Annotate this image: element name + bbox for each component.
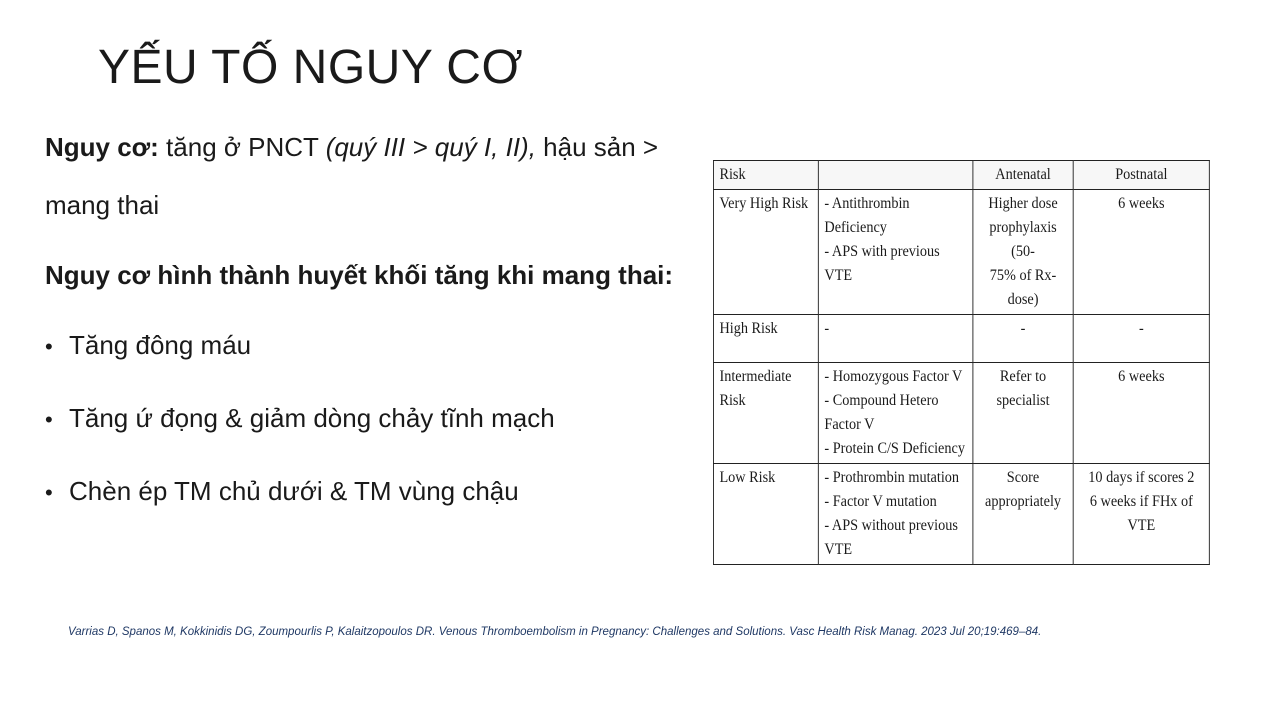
risk-table — [713, 160, 1210, 565]
risk-label: Nguy cơ: — [45, 132, 159, 162]
risk-text-2: hậu sản > mang thai — [45, 132, 659, 220]
bullet-list — [45, 316, 675, 522]
bullet-dot-icon: • — [45, 480, 53, 505]
cell-risk: Very High Risk — [713, 190, 818, 315]
table-row — [713, 190, 1209, 315]
slide-title: YẾU TỐ NGUY CƠ — [98, 41, 524, 94]
risk-text-1: tăng ở PNCT — [158, 132, 326, 162]
cell-risk: High Risk — [713, 315, 818, 363]
table-header-row — [713, 161, 1209, 190]
header-postnatal: Postnatal — [1073, 161, 1209, 190]
reference-citation: Varrias D, Spanos M, Kokkinidis DG, Zoumpourlis P, Kalaitzopoulos DR. Venous Thromboembolism in Pregnancy: Challenges and Solutions. Vasc Health Risk Manag. 2023 Jul 20;19:469–84. — [68, 626, 1042, 638]
bullet-item: • Chèn ép TM chủ dưới & TM vùng chậu — [45, 462, 675, 522]
cell-factors: - Homozygous Factor V - Compound Hetero Factor V - Protein C/S Deficiency — [818, 363, 972, 464]
header-antenatal: Antenatal — [973, 161, 1074, 190]
header-risk: Risk — [713, 161, 818, 190]
header-factors — [818, 161, 972, 190]
cell-postnatal: - — [1073, 315, 1209, 363]
cell-postnatal: 6 weeks — [1073, 190, 1209, 315]
left-content — [45, 118, 675, 535]
cell-antenatal: Refer to specialist — [973, 363, 1074, 464]
bullet-dot-icon: • — [45, 407, 53, 432]
cell-factors: - Prothrombin mutation - Factor V mutation - APS without previous VTE — [818, 464, 972, 565]
table-row — [713, 315, 1209, 363]
table-row — [713, 363, 1209, 464]
bullet-item: • Tăng ứ đọng & giảm dòng chảy tĩnh mạch — [45, 389, 675, 449]
cell-postnatal: 10 days if scores 2 6 weeks if FHx of VTE — [1073, 464, 1209, 565]
cell-risk: Low Risk — [713, 464, 818, 565]
cell-factors: - Antithrombin Deficiency - APS with previous VTE — [818, 190, 972, 315]
risk-text-italic: (quý III > quý I, II), — [325, 132, 536, 162]
cell-factors: - — [818, 315, 972, 363]
bullet-dot-icon: • — [45, 334, 53, 359]
cell-antenatal: - — [973, 315, 1074, 363]
thrombosis-heading: Nguy cơ hình thành huyết khối tăng khi mang thai: — [45, 260, 674, 290]
cell-risk: Intermediate Risk — [713, 363, 818, 464]
bullet-item: • Tăng đông máu — [45, 316, 675, 376]
risk-paragraph — [45, 118, 675, 234]
cell-antenatal: Score appropriately — [973, 464, 1074, 565]
cell-antenatal: Higher dose prophylaxis (50- 75% of Rx-dose) — [973, 190, 1074, 315]
cell-postnatal: 6 weeks — [1073, 363, 1209, 464]
table-row — [713, 464, 1209, 565]
